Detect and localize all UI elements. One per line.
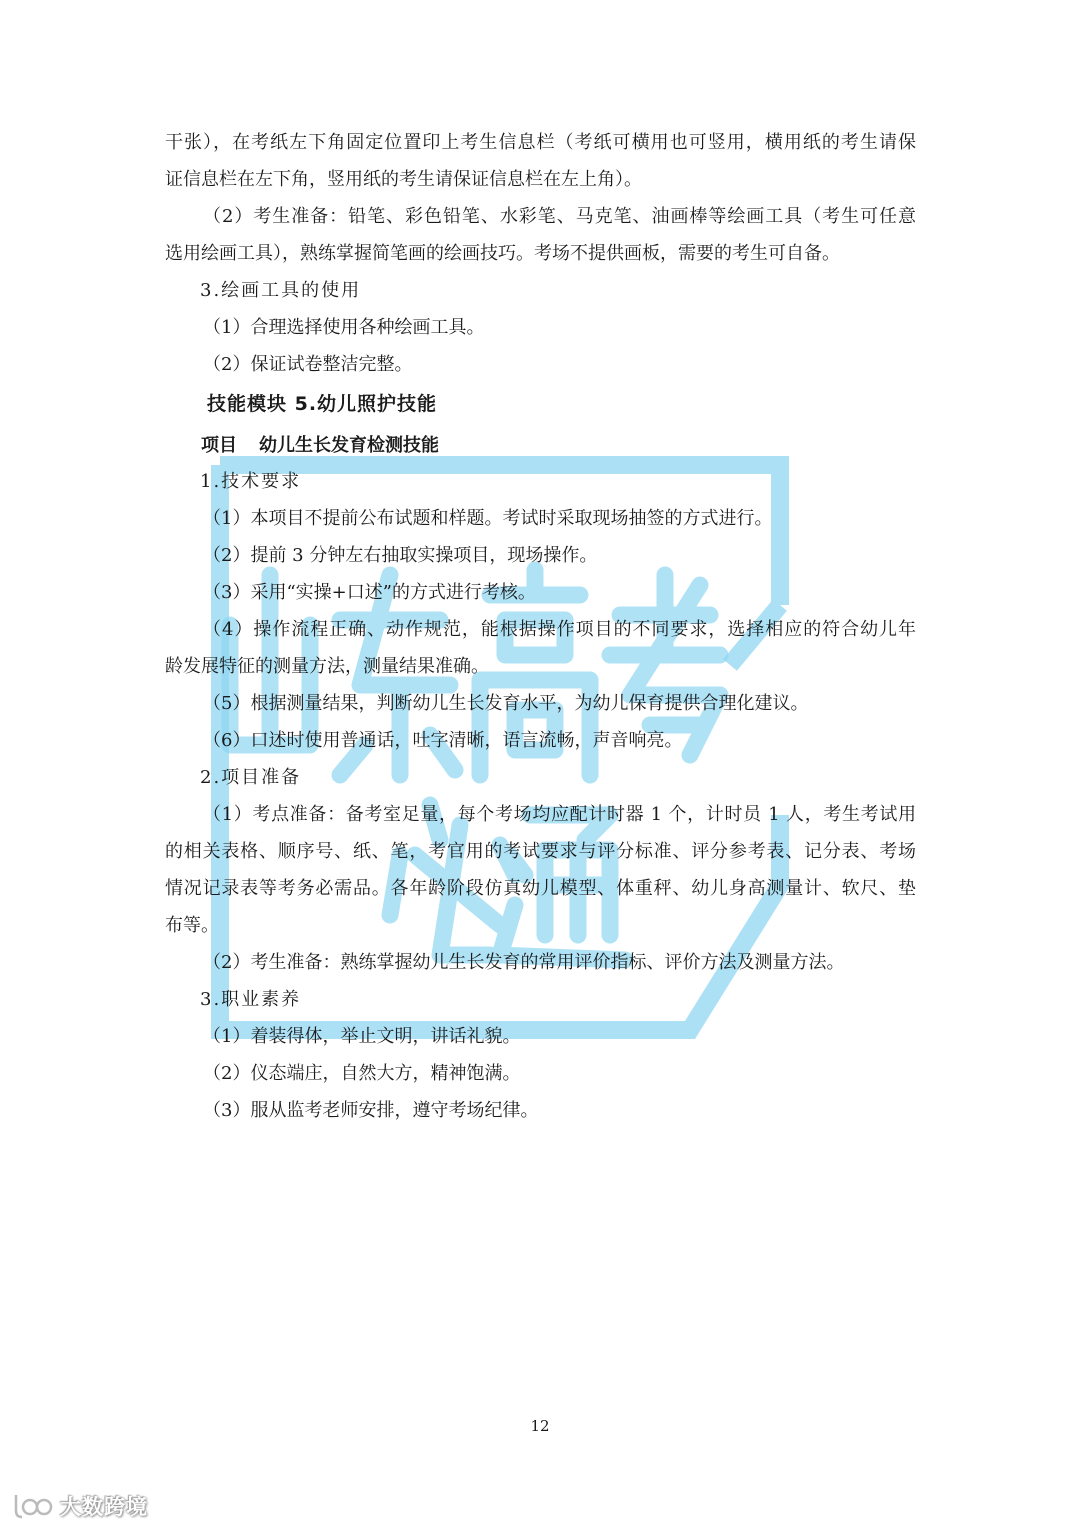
project-heading bbox=[201, 427, 439, 464]
module-heading: 技能模块 5.幼儿照护技能 bbox=[207, 393, 438, 415]
list-item: （1）着装得体，举止文明，讲话礼貌。 bbox=[203, 1026, 521, 1047]
list-item: （2）考生准备：熟练掌握幼儿生长发育的常用评价指标、评价方法及测量方法。 bbox=[203, 952, 845, 973]
list-item: （2）提前 3 分钟左右抽取实操项目，现场操作。 bbox=[203, 545, 598, 566]
section-title: 1.技术要求 bbox=[200, 471, 302, 492]
section-title: 2.项目准备 bbox=[200, 767, 302, 788]
list-item-continuation: 龄发展特征的测量方法，测量结果准确。 bbox=[165, 656, 489, 677]
list-item-continuation: 的相关表格、顺序号、纸、笔，考官用的考试要求与评分标准、评分参考表、记分表、考场 bbox=[165, 841, 916, 862]
paragraph-line: 证信息栏在左下角，竖用纸的考生请保证信息栏在左上角）。 bbox=[165, 169, 642, 190]
paragraph-line: 干张），在考纸左下角固定位置印上考生信息栏（考纸可横用也可竖用，横用纸的考生请保 bbox=[165, 132, 916, 153]
list-item: （3）服从监考老师安排，遵守考场纪律。 bbox=[203, 1100, 539, 1121]
brand-logo-icon bbox=[10, 1491, 54, 1521]
project-label: 项目 bbox=[201, 435, 237, 456]
section-title: 3.绘画工具的使用 bbox=[200, 280, 362, 301]
list-item: （1）考点准备：备考室足量，每个考场均应配计时器 1 个，计时员 1 人，考生考试用 bbox=[203, 804, 916, 825]
list-item: （2）保证试卷整洁完整。 bbox=[203, 354, 413, 375]
list-item: （1）本项目不提前公布试题和样题。考试时采取现场抽签的方式进行。 bbox=[203, 508, 773, 529]
paragraph-line: （2）考生准备：铅笔、彩色铅笔、水彩笔、马克笔、油画棒等绘画工具（考生可任意 bbox=[203, 206, 916, 227]
list-item: （1）合理选择使用各种绘画工具。 bbox=[203, 317, 485, 338]
brand-watermark bbox=[10, 1488, 148, 1524]
list-item: （6）口述时使用普通话，吐字清晰，语言流畅，声音响亮。 bbox=[203, 730, 683, 751]
list-item-continuation: 情况记录表等考务必需品。各年龄阶段仿真幼儿模型、体重秤、幼儿身高测量计、软尺、垫 bbox=[165, 878, 916, 899]
section-title: 3.职业素养 bbox=[200, 989, 302, 1010]
list-item: （4）操作流程正确、动作规范，能根据操作项目的不同要求，选择相应的符合幼儿年 bbox=[203, 619, 916, 640]
brand-text: 大数跨境 bbox=[60, 1495, 148, 1519]
list-item-continuation: 布等。 bbox=[165, 915, 219, 936]
project-title: 幼儿生长发育检测技能 bbox=[259, 435, 439, 456]
list-item: （2）仪态端庄，自然大方，精神饱满。 bbox=[203, 1063, 521, 1084]
list-item: （5）根据测量结果，判断幼儿生长发育水平，为幼儿保育提供合理化建议。 bbox=[203, 693, 809, 714]
page-number: 12 bbox=[530, 1417, 550, 1435]
list-item: （3）采用“实操+口述”的方式进行考核。 bbox=[203, 582, 536, 603]
paragraph-line: 选用绘画工具），熟练掌握简笔画的绘画技巧。考场不提供画板，需要的考生可自备。 bbox=[165, 243, 840, 264]
